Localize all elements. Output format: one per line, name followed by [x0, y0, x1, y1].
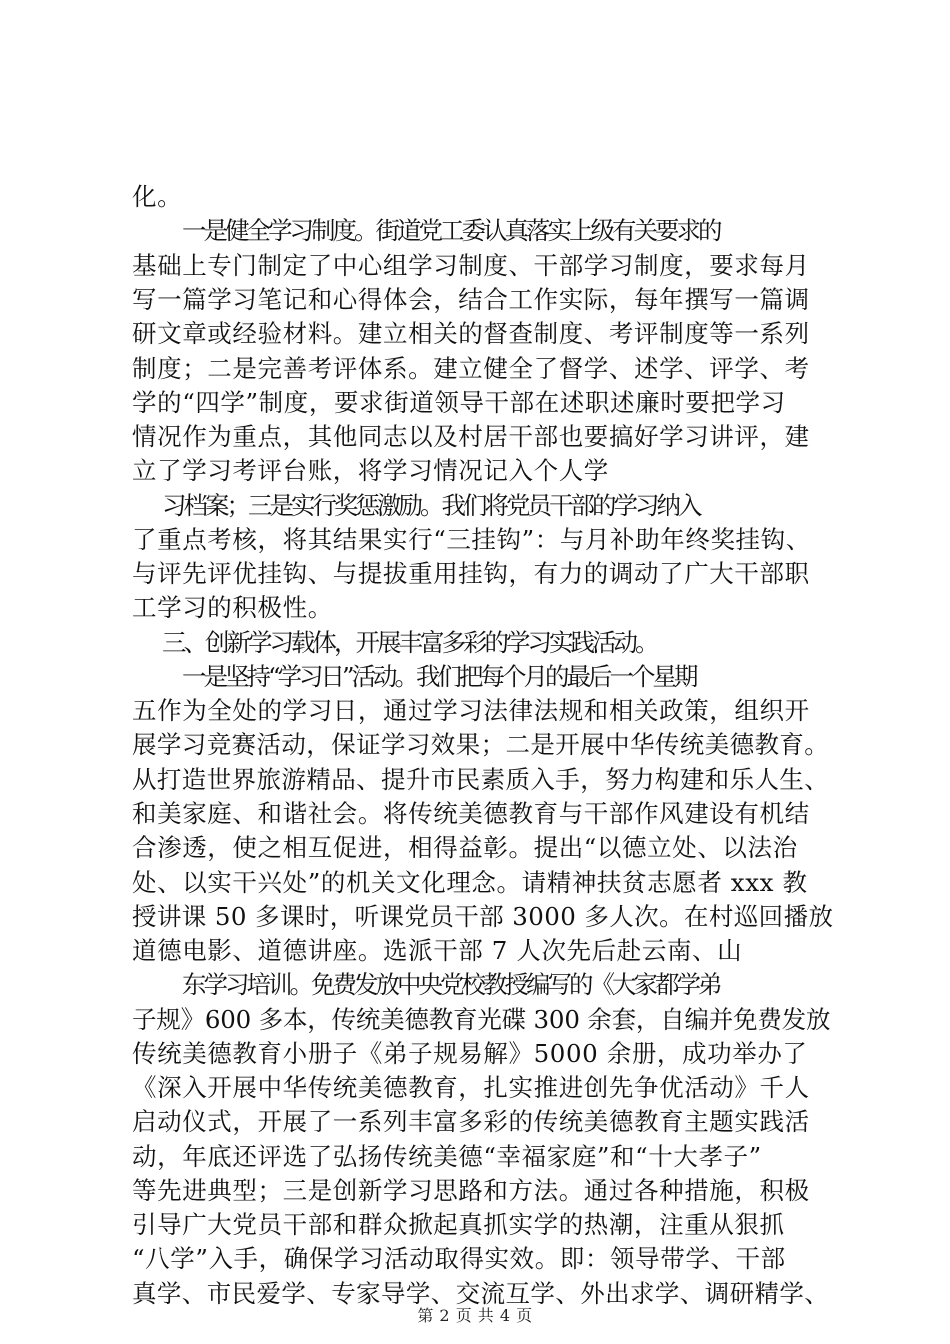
text-line: 习档案；三是实行奖惩激励。我们将党员干部的学习纳入: [162, 491, 700, 520]
text-line: 立了学习考评台账，将学习情况记入个人学: [132, 456, 609, 485]
text-line: 了重点考核，将其结果实行“三挂钩”：与月补助年终奖挂钩、: [132, 525, 811, 554]
text-line: 子规》600 多本，传统美德教育光碟 300 余套，自编并免费发放: [132, 1005, 831, 1034]
text-line: 与评先评优挂钩、与提拔重用挂钩，有力的调动了广大干部职: [132, 559, 810, 588]
text-line: 一是坚持“学习日”活动。我们把每个月的最后一个星期: [182, 662, 696, 691]
text-line: 和美家庭、和谐社会。将传统美德教育与干部作风建设有机结: [132, 799, 810, 828]
text-line: “八学”入手，确保学习活动取得实效。即：领导带学、干部: [132, 1244, 786, 1273]
text-line: 等先进典型；三是创新学习思路和方法。通过各种措施，积极: [132, 1176, 810, 1205]
text-line: 引导广大党员干部和群众掀起真抓实学的热潮，注重从狠抓: [132, 1210, 785, 1239]
text-line: 研文章或经验材料。建立相关的督查制度、考评制度等一系列: [132, 319, 810, 348]
text-line: 情况作为重点，其他同志以及村居干部也要搞好学习讲评，建: [132, 422, 810, 451]
text-line: 《深入开展中华传统美德教育，扎实推进创先争优活动》千人: [132, 1073, 810, 1102]
text-line: 制度；二是完善考评体系。建立健全了督学、述学、评学、考: [132, 354, 810, 383]
text-line: 一是健全学习制度。街道党工委认真落实上级有关要求的: [182, 216, 720, 245]
text-line: 启动仪式，开展了一系列丰富多彩的传统美德教育主题实践活: [132, 1107, 810, 1136]
section-heading: 三、创新学习载体，开展丰富多彩的学习实践活动。: [162, 628, 657, 657]
text-line: 基础上专门制定了中心组学习制度、干部学习制度，要求每月: [132, 251, 810, 280]
text-line: 学的“四学”制度，要求街道领导干部在述职述廉时要把学习: [132, 388, 786, 417]
text-line: 授讲课 50 多课时，听课党员干部 3000 多人次。在村巡回播放: [132, 902, 834, 931]
text-line: 化。: [132, 182, 183, 211]
text-line: 五作为全处的学习日，通过学习法律法规和相关政策，组织开: [132, 696, 810, 725]
page-number-footer: 第 2 页 共 4 页: [417, 1306, 533, 1325]
text-line: 工学习的积极性。: [132, 593, 333, 622]
text-line: 真学、市民爱学、专家导学、交流互学、外出求学、调研精学、: [132, 1279, 830, 1308]
text-line: 展学习竞赛活动，保证学习效果；二是开展中华传统美德教育。: [132, 730, 830, 759]
text-line: 传统美德教育小册子《弟子规易解》5000 余册，成功举办了: [132, 1039, 808, 1068]
text-line: 道德电影、道德讲座。选派干部 7 人次先后赴云南、山: [132, 936, 743, 965]
text-line: 合渗透，使之相互促进，相得益彰。提出“以德立处、以法治: [132, 833, 798, 862]
text-line: 动，年底还评选了弘扬传统美德“幸福家庭”和“十大孝子”: [132, 1142, 762, 1171]
text-line: 从打造世界旅游精品、提升市民素质入手，努力构建和乐人生、: [132, 765, 830, 794]
text-line: 写一篇学习笔记和心得体会，结合工作实际，每年撰写一篇调: [132, 285, 810, 314]
text-line: 处、以实干兴处”的机关文化理念。请精神扶贫志愿者 xxx 教: [132, 868, 808, 897]
text-line: 东学习培训。免费发放中央党校教授编写的《大家都学弟: [182, 970, 720, 999]
